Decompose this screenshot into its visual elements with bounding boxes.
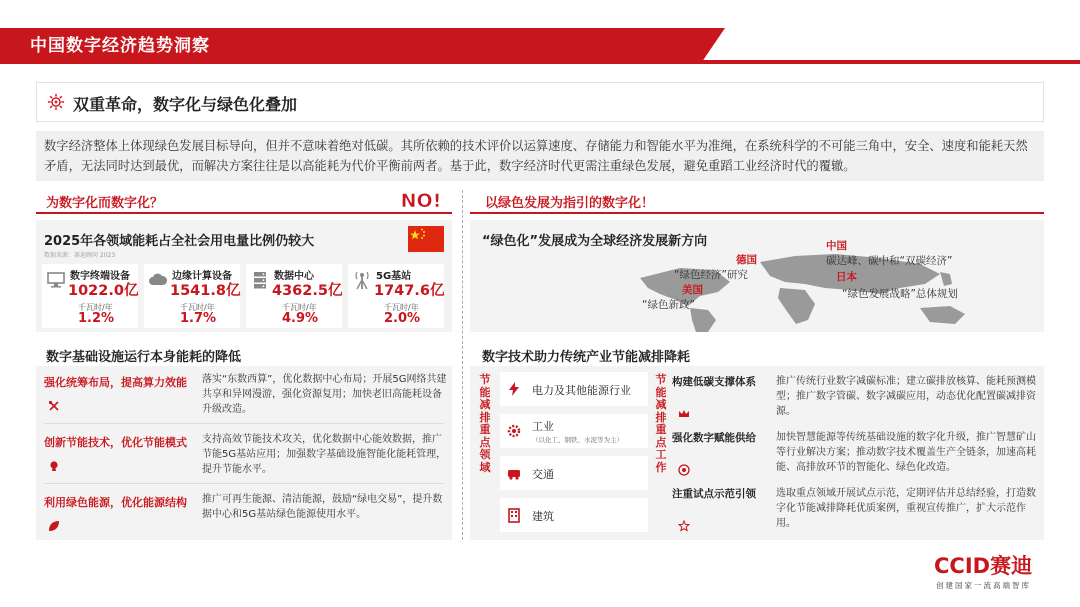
star-icon xyxy=(678,520,690,532)
task-desc: 加快智慧能源等传统基础设施的数字化升级，推广智慧矿山等行业解决方案；推动数字技术覆盖生产全链条，加速高耗能、高排放环节的智能化、绿色化改造。 xyxy=(776,432,1036,473)
cloud-icon xyxy=(148,270,168,290)
map-label-germany: “绿色经济”研究 xyxy=(674,269,748,281)
energy-panel xyxy=(36,220,452,332)
vertical-label-fields: 节能减排重点领域 xyxy=(479,373,491,474)
infra-section-title: 数字基础设施运行本身能耗的降低 xyxy=(46,350,242,365)
infra-row xyxy=(36,366,452,420)
energy-card-value: 1022.0亿 xyxy=(68,283,139,299)
monitor-icon xyxy=(46,270,66,290)
task-desc: 选取重点领域开展试点示范，定期评估并总结经验，打造数字化节能减排降耗优质案例，重视宣传推广，扩大示范作用。 xyxy=(776,488,1036,529)
industry-item xyxy=(500,456,648,490)
task-key: 构建低碳支撑体系 xyxy=(672,376,756,388)
ccid-logo xyxy=(934,550,1062,596)
infra-panel xyxy=(36,366,452,540)
energy-card-5g xyxy=(348,264,444,328)
section-subtitle xyxy=(36,82,1044,122)
tech-section-title: 数字技术助力传统产业节能减排降耗 xyxy=(482,350,691,365)
infra-row xyxy=(36,486,452,540)
infra-row-desc: 落实“东数西算”，优化数据中心布局；开展5G网络共建共享和异网漫游，强化资源复用；加快老旧高能耗设备升级改造。 xyxy=(202,374,447,415)
task-key: 注重试点示范引领 xyxy=(672,488,756,500)
building-icon xyxy=(506,507,522,523)
infra-row-desc: 支持高效节能技术攻关，优化数据中心能效数据，推广节能5G基站应用；加强数字基础设施智能化能耗管理，提升节能水平。 xyxy=(202,434,447,475)
logo-wordmark: CCID赛迪 xyxy=(934,554,1033,578)
task-desc: 推广传统行业数字减碳标准；建立碳排放核算、能耗预测模型；推广数字管碳、数字减碳应用，动态优化配置碳减排资源。 xyxy=(776,376,1036,417)
page-title: 中国数字经济趋势洞察 xyxy=(30,36,210,56)
page-header xyxy=(0,0,1080,64)
task-item xyxy=(672,430,1038,486)
right-heading-rule xyxy=(470,212,1044,214)
header-underline xyxy=(0,60,1080,64)
map-marker-usa: 美国 xyxy=(682,284,703,296)
energy-card-percent: 2.0% xyxy=(384,311,421,326)
leaf-icon xyxy=(48,520,60,532)
target-icon xyxy=(678,464,690,476)
industry-label: 交通 xyxy=(532,468,554,481)
china-flag-icon xyxy=(408,226,444,252)
energy-card-unit: 千瓦时/年 xyxy=(282,303,317,312)
world-map xyxy=(620,248,1020,332)
column-divider xyxy=(462,190,463,540)
infra-row-desc: 推广可再生能源、清洁能源，鼓励“绿电交易”，提升数据中心和5G基站绿色能源使用水平。 xyxy=(202,494,443,520)
infra-row xyxy=(36,426,452,480)
sun-gear-icon xyxy=(47,93,65,111)
energy-card-label: 边缘计算设备 xyxy=(172,271,232,282)
energy-card-datacenter xyxy=(246,264,342,328)
energy-card-edge xyxy=(144,264,240,328)
industry-label: 电力及其他能源行业 xyxy=(532,384,631,397)
infra-row-key: 强化统筹布局，提高算力效能 xyxy=(44,376,187,389)
left-heading-rule xyxy=(36,212,452,214)
green-panel xyxy=(470,220,1044,332)
intro-paragraph: 数字经济整体上体现绿色发展目标导向，但并不意味着绝对低碳。其所依赖的技术评价以运算速度、存储能力和智能水平为准绳，在系统科学的不可能三角中，安全、速度和能耗天然矛盾，无法同时达到最优，而解决方案往往是以高能耗为代价平衡前两者。基于此，数字经济时代更需注重绿色发展，避免重蹈工业经济时代的覆辙。 xyxy=(36,131,1044,181)
infra-row-key: 利用绿色能源，优化能源结构 xyxy=(44,496,187,509)
task-item xyxy=(672,374,1038,430)
energy-panel-title: 2025年各领域能耗占全社会用电量比例仍较大 xyxy=(44,234,315,249)
right-heading: 以绿色发展为指引的数字化！ xyxy=(485,196,655,211)
map-label-china: 碳达峰、碳中和“双碳经济” xyxy=(826,255,953,267)
industry-sublabel: （以化工、钢铁、水泥等为主） xyxy=(532,436,623,444)
gear-icon xyxy=(506,423,522,439)
energy-card-unit: 千瓦时/年 xyxy=(78,303,113,312)
industry-item xyxy=(500,414,648,448)
energy-card-terminal xyxy=(42,264,138,328)
energy-card-percent: 1.7% xyxy=(180,311,217,326)
map-marker-germany: 德国 xyxy=(736,254,757,266)
vehicle-icon xyxy=(506,465,522,481)
energy-card-label: 5G基站 xyxy=(376,271,412,282)
energy-source-note: 数据来源：赛迪顾问 2023 xyxy=(44,252,116,259)
energy-card-percent: 4.9% xyxy=(282,311,319,326)
energy-card-value: 1541.8亿 xyxy=(170,283,241,299)
power-icon xyxy=(506,381,522,397)
vertical-label-tasks: 节能减排重点工作 xyxy=(655,373,667,474)
antenna-icon xyxy=(352,270,372,290)
energy-card-unit: 千瓦时/年 xyxy=(384,303,419,312)
energy-card-percent: 1.2% xyxy=(78,311,115,326)
energy-card-label: 数据中心 xyxy=(274,271,314,282)
task-item xyxy=(672,486,1038,536)
server-icon xyxy=(250,270,270,290)
industry-label: 建筑 xyxy=(532,510,554,523)
map-marker-china: 中国 xyxy=(826,240,847,252)
map-label-japan: “绿色发展战略”总体规划 xyxy=(842,288,958,300)
row-separator xyxy=(44,483,444,484)
row-separator xyxy=(44,423,444,424)
no-badge xyxy=(392,188,450,212)
map-label-usa: “绿色新政” xyxy=(642,299,695,311)
green-panel-title: “绿色化”发展成为全球经济发展新方向 xyxy=(482,234,708,249)
industry-item xyxy=(500,498,648,532)
energy-card-unit: 千瓦时/年 xyxy=(180,303,215,312)
no-badge-text: NO! xyxy=(400,190,442,212)
energy-card-value: 4362.5亿 xyxy=(272,283,343,299)
energy-card-value: 1747.6亿 xyxy=(374,283,445,299)
tech-panel xyxy=(470,366,1044,540)
logo-tagline: 创建国家一流高端智库 xyxy=(936,581,1031,590)
map-marker-japan: 日本 xyxy=(836,271,857,283)
industry-label: 工业 xyxy=(532,420,554,433)
infra-row-key: 创新节能技术，优化节能模式 xyxy=(44,436,187,449)
tools-icon xyxy=(48,400,60,412)
left-heading: 为数字化而数字化？ xyxy=(46,196,164,211)
energy-card-label: 数字终端设备 xyxy=(70,271,130,282)
crown-icon xyxy=(678,408,690,420)
industry-item xyxy=(500,372,648,406)
lightbulb-icon xyxy=(48,460,60,472)
task-key: 强化数字赋能供给 xyxy=(672,432,756,444)
subtitle-text: 双重革命，数字化与绿色化叠加 xyxy=(73,95,298,114)
